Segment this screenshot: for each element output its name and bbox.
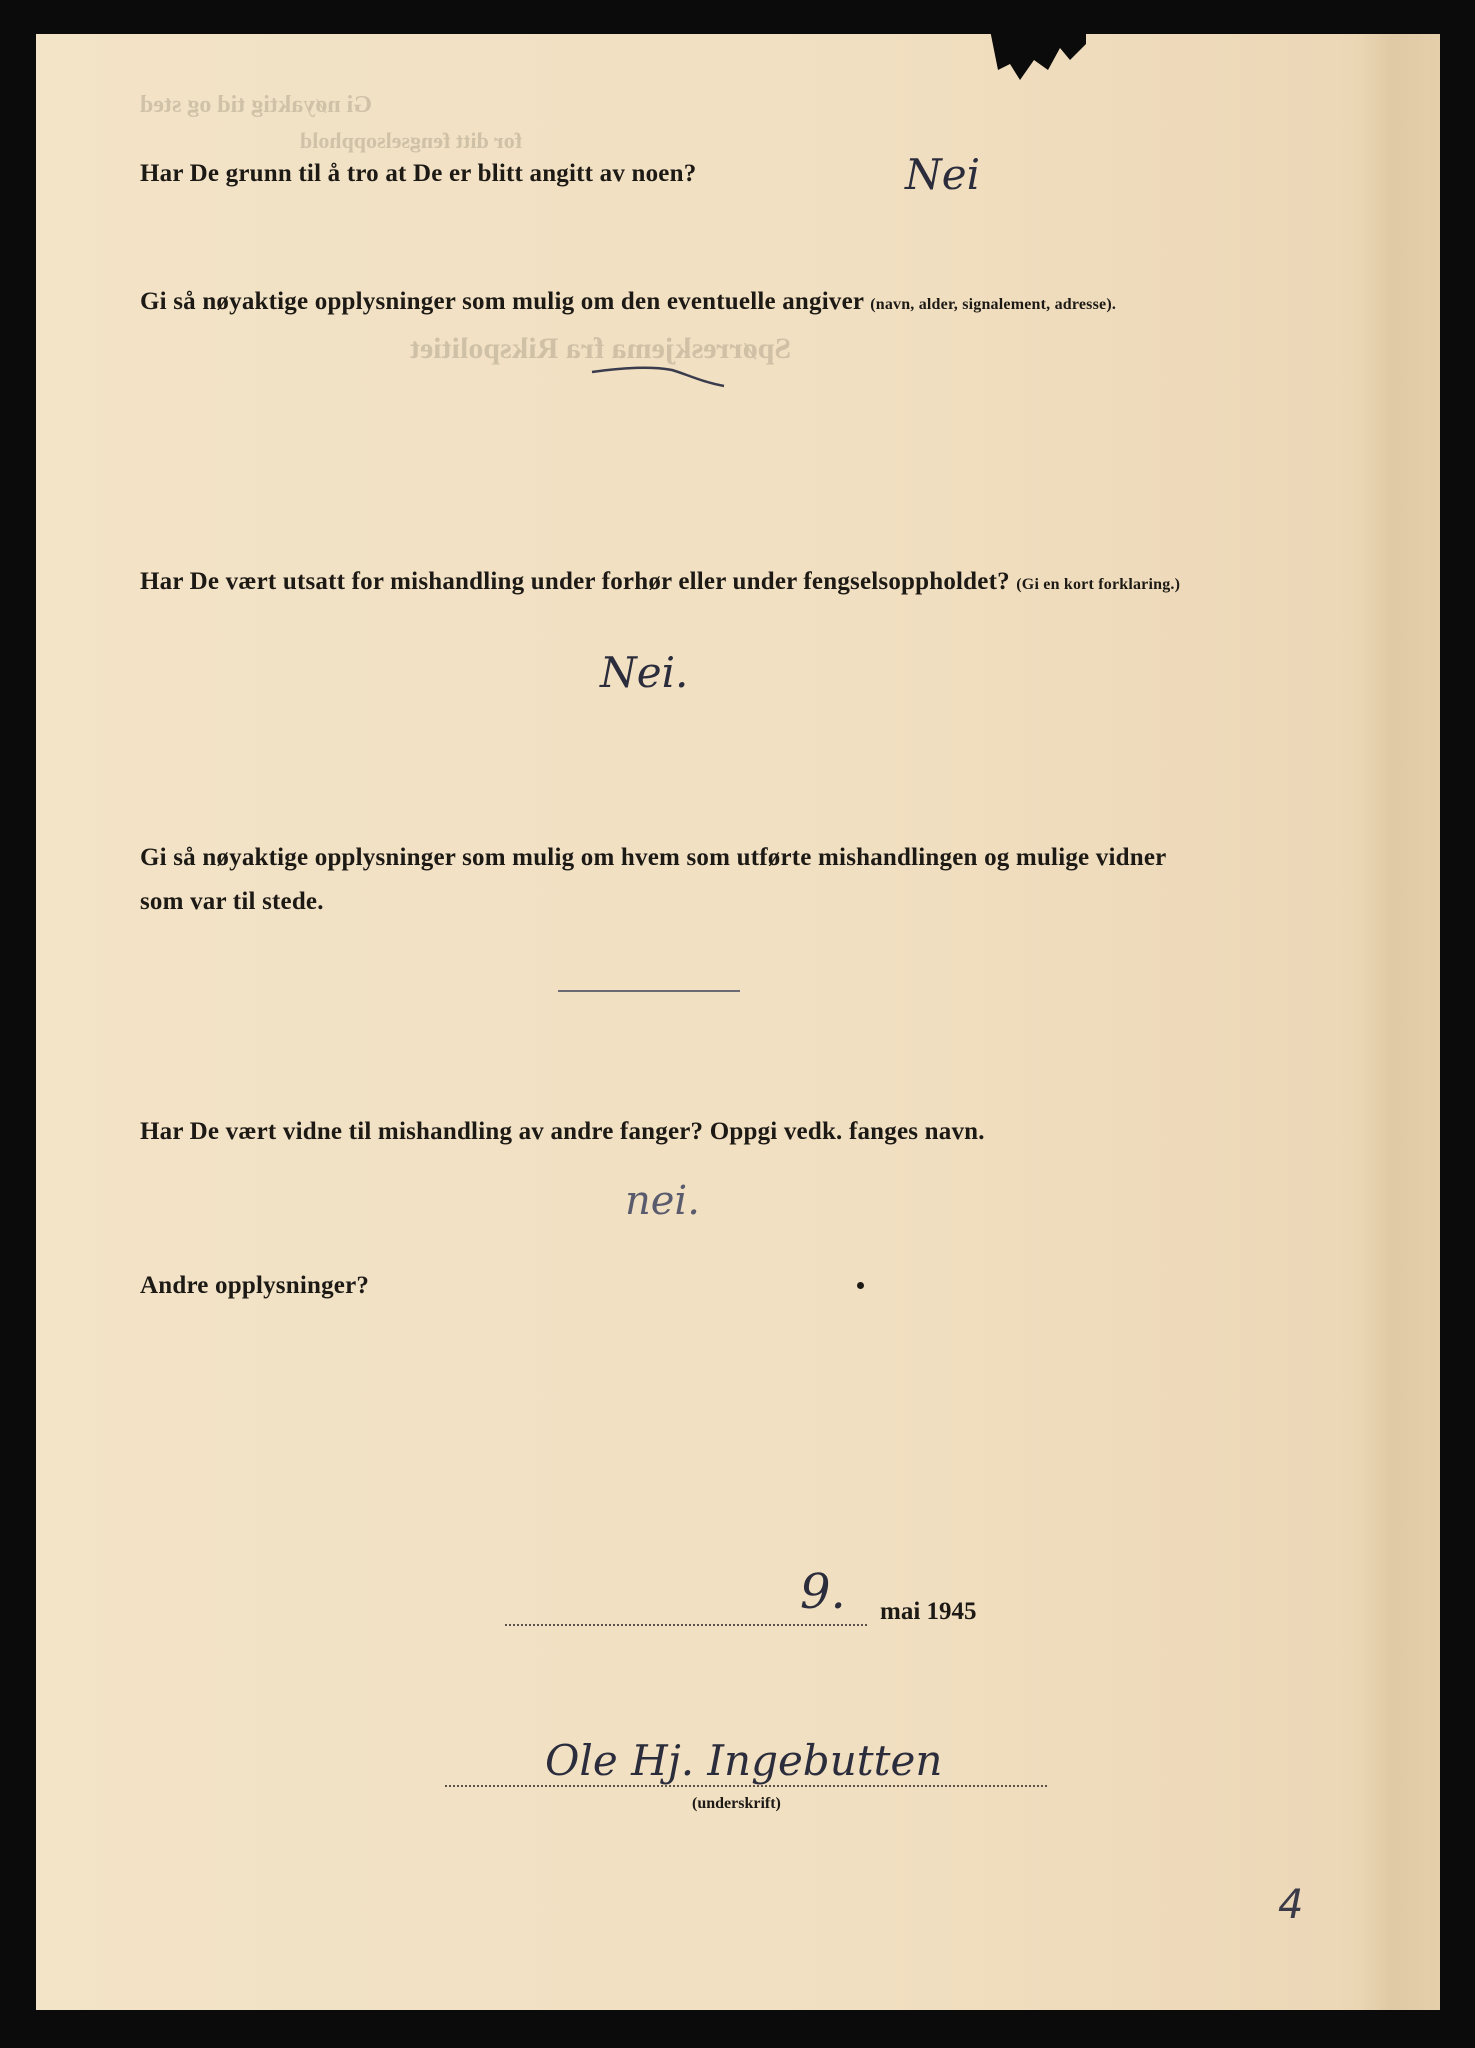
document-page: [36, 34, 1440, 2010]
question-angitt: Har De grunn til å tro at De er blitt angitt av noen?: [140, 160, 697, 187]
question-angiver-text: Gi så nøyaktige opplysninger som mulig om den eventuelle angiver: [140, 288, 864, 315]
paper-edge-shadow: [1360, 34, 1440, 2010]
answer-witness-handwritten: nei.: [625, 1178, 700, 1224]
date-day-handwritten: 9.: [800, 1564, 846, 1620]
question-perpetrators-line1: Gi så nøyaktige opplysninger som mulig om hvem som utførte mishandlingen og mulige vidner: [140, 844, 1167, 871]
question-perpetrators: [140, 836, 1166, 924]
page-number-handwritten: 4: [1278, 1882, 1304, 1928]
date-month-year: mai 1945: [880, 1598, 977, 1625]
question-angiver-note: (navn, alder, signalement, adresse).: [870, 296, 1117, 313]
signature-caption: (underskrift): [692, 1795, 781, 1812]
answer-angitt-handwritten: Nei: [905, 150, 981, 199]
question-perpetrators-line2: som var til stede.: [140, 888, 324, 915]
question-angiver-details: [140, 280, 1116, 327]
question-mishandling-text: Har De vært utsatt for mishandling under forhør eller under fengselsoppholdet?: [140, 568, 1010, 595]
question-mishandling: [140, 560, 1180, 607]
question-mishandling-note: (Gi en kort forklaring.): [1016, 576, 1181, 593]
question-witness: Har De vært vidne til mishandling av andre fanger? Oppgi vedk. fanges navn.: [140, 1118, 985, 1145]
date-day-line: [505, 1624, 867, 1626]
signature-line: [445, 1785, 1047, 1787]
answer-mishandling-handwritten: Nei.: [600, 648, 689, 697]
question-other-info: Andre opplysninger?: [140, 1272, 370, 1299]
signature-handwritten: Ole Hj. Ingebutten: [545, 1736, 943, 1785]
bleed-through-text: Gi nøyaktig tid og sted: [140, 92, 373, 118]
answer-perpetrators-stroke: [558, 990, 740, 992]
ink-dot: [857, 1282, 864, 1289]
bleed-through-text: Spørreskjema fra Rikspolitiet: [410, 332, 792, 365]
torn-corner: [990, 30, 1086, 90]
answer-dash-stroke: [590, 360, 730, 396]
bleed-through-text: for ditt fengselsopphold: [300, 128, 523, 153]
